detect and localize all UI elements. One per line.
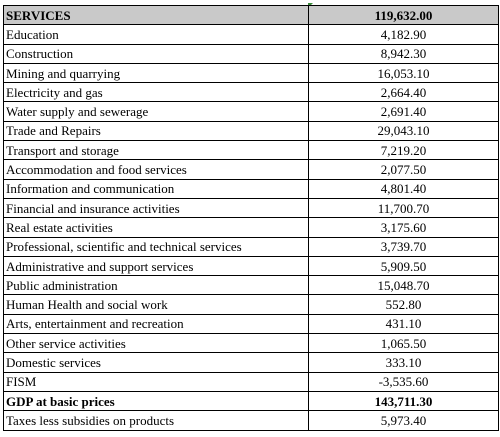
row-label[interactable]: Public administration (4, 276, 309, 295)
row-value[interactable]: 119,632.00 (309, 6, 499, 25)
table-row (4, 121, 499, 140)
row-label[interactable]: Real estate activities (4, 218, 309, 237)
table-row (4, 198, 499, 217)
table-row (4, 256, 499, 275)
row-value[interactable]: 15,048.70 (309, 276, 499, 295)
gdp-services-table (3, 5, 499, 431)
table-row (4, 334, 499, 353)
row-label[interactable]: Trade and Repairs (4, 121, 309, 140)
row-label[interactable]: Mining and quarrying (4, 63, 309, 82)
table-row (4, 83, 499, 102)
row-label[interactable]: Financial and insurance activities (4, 198, 309, 217)
row-value[interactable]: 333.10 (309, 353, 499, 372)
row-label[interactable]: GDP at basic prices (4, 391, 309, 410)
table-row (4, 25, 499, 44)
row-label[interactable]: Human Health and social work (4, 295, 309, 314)
row-label[interactable]: Other service activities (4, 334, 309, 353)
row-label[interactable]: Education (4, 25, 309, 44)
table-row (4, 44, 499, 63)
row-label[interactable]: Professional, scientific and technical services (4, 237, 309, 256)
row-value[interactable]: 2,664.40 (309, 83, 499, 102)
row-label[interactable]: Domestic services (4, 353, 309, 372)
table-row (4, 372, 499, 391)
row-value[interactable]: 5,909.50 (309, 256, 499, 275)
row-label[interactable]: FISM (4, 372, 309, 391)
row-value[interactable]: 3,175.60 (309, 218, 499, 237)
table-row (4, 160, 499, 179)
table-row (4, 141, 499, 160)
table-row (4, 314, 499, 333)
row-value[interactable]: 8,942.30 (309, 44, 499, 63)
table-row-gdp (4, 391, 499, 410)
row-label[interactable]: SERVICES (4, 6, 309, 25)
row-value[interactable]: 7,219.20 (309, 141, 499, 160)
row-value[interactable]: 4,182.90 (309, 25, 499, 44)
table-row (4, 102, 499, 121)
row-label[interactable]: Water supply and sewerage (4, 102, 309, 121)
row-value[interactable]: 143,711.30 (309, 391, 499, 410)
row-label[interactable]: Taxes less subsidies on products (4, 411, 309, 430)
table-row (4, 353, 499, 372)
table-row (4, 295, 499, 314)
row-label[interactable]: Electricity and gas (4, 83, 309, 102)
table-row-taxes (4, 411, 499, 430)
row-value[interactable]: 11,700.70 (309, 198, 499, 217)
row-value[interactable]: 29,043.10 (309, 121, 499, 140)
row-value[interactable]: 4,801.40 (309, 179, 499, 198)
row-value[interactable]: 431.10 (309, 314, 499, 333)
table-row (4, 218, 499, 237)
row-value[interactable]: 2,077.50 (309, 160, 499, 179)
table-row (4, 179, 499, 198)
row-label[interactable]: Accommodation and food services (4, 160, 309, 179)
table-row (4, 237, 499, 256)
row-value[interactable]: 16,053.10 (309, 63, 499, 82)
row-label[interactable]: Transport and storage (4, 141, 309, 160)
table-row-header (4, 6, 499, 25)
row-value[interactable]: 1,065.50 (309, 334, 499, 353)
table-row (4, 63, 499, 82)
row-label[interactable]: Construction (4, 44, 309, 63)
row-value[interactable]: 2,691.40 (309, 102, 499, 121)
row-label[interactable]: Arts, entertainment and recreation (4, 314, 309, 333)
row-value[interactable]: -3,535.60 (309, 372, 499, 391)
row-label[interactable]: Administrative and support services (4, 256, 309, 275)
row-value[interactable]: 5,973.40 (309, 411, 499, 430)
table-row (4, 276, 499, 295)
row-label[interactable]: Information and communication (4, 179, 309, 198)
row-value[interactable]: 552.80 (309, 295, 499, 314)
row-value[interactable]: 3,739.70 (309, 237, 499, 256)
